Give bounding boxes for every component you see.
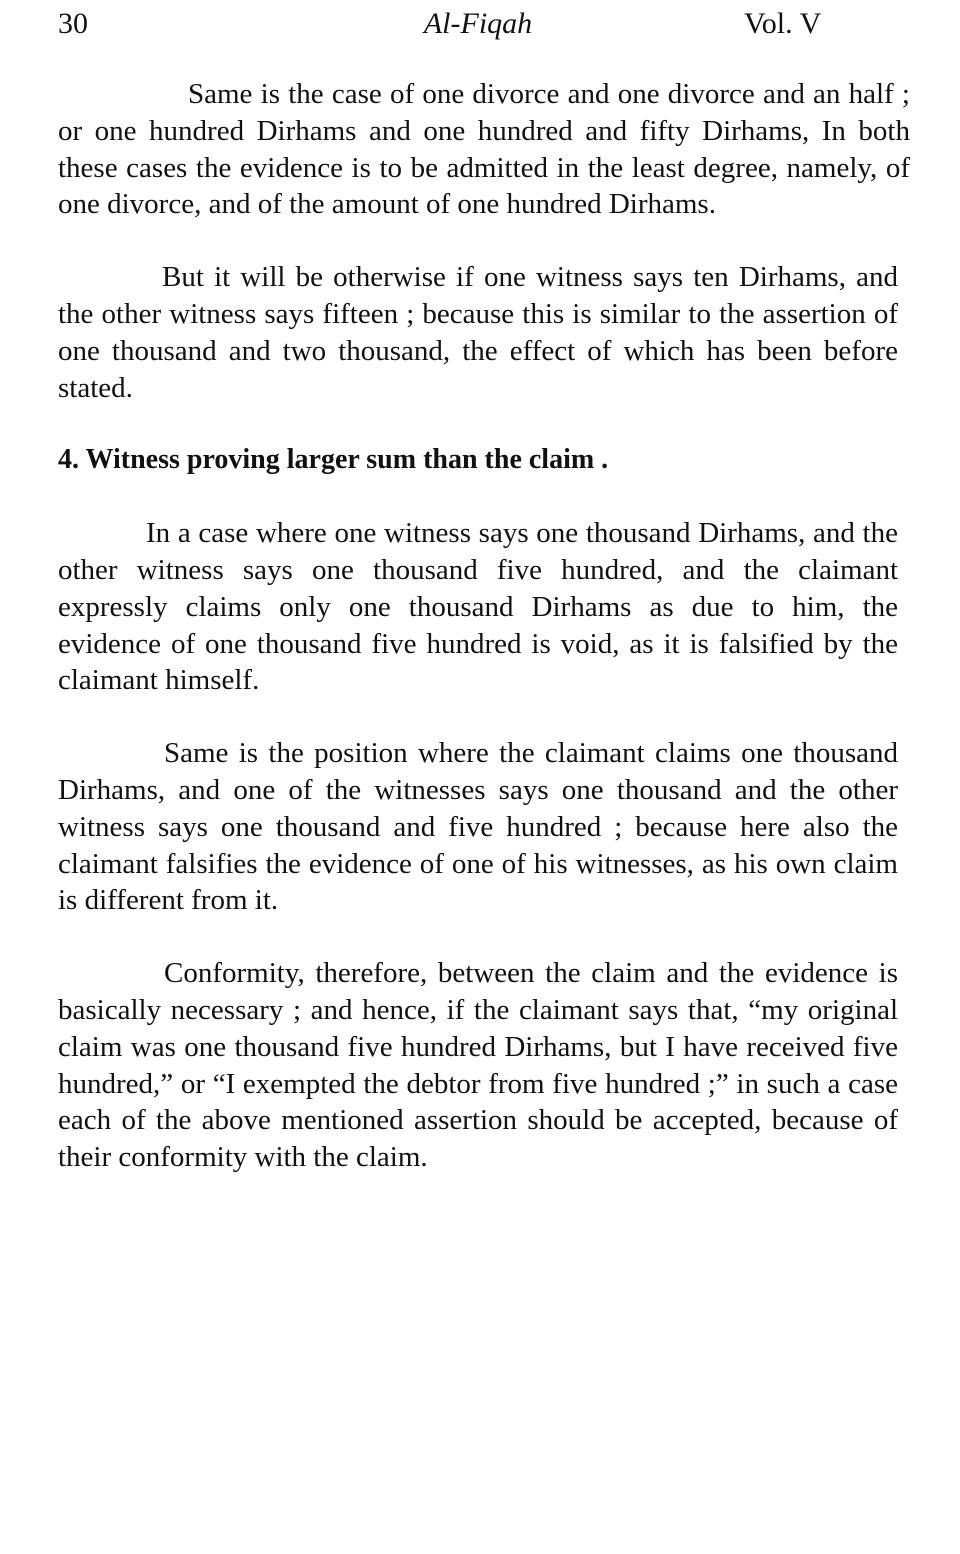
page-body <box>58 76 910 1176</box>
paragraph-ten-fifteen: But it will be otherwise if one witness says ten Dirhams, and the other witness says fifteen ; because this is similar to the assertion of one thousand and two thousand, the effect of which has been before stated. <box>58 261 898 404</box>
paragraph-divorce-evidence: Same is the case of one divorce and one divorce and an half ; or one hundred Dirhams and one hundred and fifty Dirhams, In both these cases the evidence is to be admitted in the least degree, namely, of one divorce, and of the amount of one hundred Dirhams. <box>58 78 910 221</box>
paragraph-one-thousand-case: In a case where one witness says one thousand Dirhams, and the other witness says one thousand five hundred, and the claimant expressly claims only one thousand Dirhams as due to him, the evidence of one thousand five hundred is void, as it is falsified by the claimant himself. <box>58 517 898 697</box>
page-number: 30 <box>58 7 88 40</box>
paragraph-same-position: Same is the position where the claimant claims one thousand Dirhams, and one of the witnesses says one thousand and the other witness says one thousand and five hundred ; because here also the claimant falsifies the evidence of one of his witnesses, as his own claim is different from it. <box>58 737 898 917</box>
running-header <box>58 4 910 44</box>
paragraph-conformity: Conformity, therefore, between the claim and the evidence is basically necessary ; and hence, if the claimant says that, “my original claim was one thousand five hundred Dirhams, but I have received five hundred,” or “I exempted the debtor from five hundred ;” in such a case each of the above mentioned assertion should be accepted, because of their conformity with the claim. <box>58 957 898 1174</box>
volume-label: Vol. V <box>744 7 822 40</box>
book-title: Al-Fiqah <box>423 7 533 40</box>
section-heading: 4. Witness proving larger sum than the claim . <box>58 444 609 476</box>
